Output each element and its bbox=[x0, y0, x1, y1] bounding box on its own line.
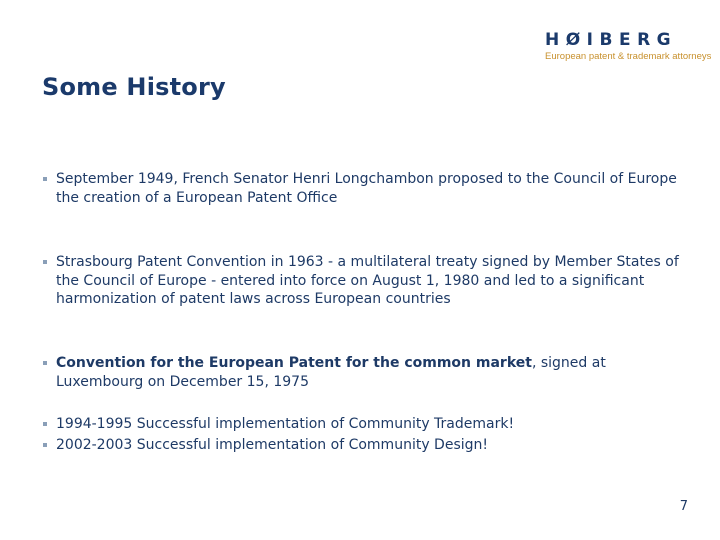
bullet-item bbox=[42, 253, 692, 309]
slide-title: Some History bbox=[42, 73, 226, 101]
bullet-text-bold: Convention for the European Patent for the common market bbox=[56, 355, 532, 371]
bullet-text-body: 1994-1995 Successful implementation of Community Trademark! bbox=[56, 416, 515, 432]
bullet-square-icon bbox=[43, 177, 47, 181]
company-logo bbox=[545, 30, 712, 63]
page-number: 7 bbox=[679, 499, 688, 514]
bullet-text bbox=[56, 354, 692, 391]
bullet-text bbox=[56, 253, 692, 309]
bullet-text-body: , signed at Luxembourg on December 15, 1975 bbox=[56, 355, 606, 390]
bullet-text-body: 2002-2003 Successful implementation of Community Design! bbox=[56, 437, 489, 453]
bullet-text bbox=[56, 415, 692, 434]
bullet-square-icon bbox=[43, 361, 47, 365]
bullet-text-body: Strasbourg Patent Convention in 1963 - a multilateral treaty signed by Member States of the Council of Europe - entered into force on August 1, 1980 and led to a significant harmonization of patent laws across European countries bbox=[56, 254, 679, 307]
bullet-text bbox=[56, 436, 692, 455]
bullet-item bbox=[42, 436, 692, 455]
logo-tagline: European patent & trademark attorneys bbox=[545, 51, 712, 62]
bullet-text-body: September 1949, French Senator Henri Longchambon proposed to the Council of Europe the creation of a European Patent Office bbox=[56, 171, 677, 206]
bullet-square-icon bbox=[43, 422, 47, 426]
bullet-item bbox=[42, 170, 692, 207]
logo-wordmark: HØIBERG bbox=[545, 30, 678, 50]
bullet-item bbox=[42, 415, 692, 434]
bullet-square-icon bbox=[43, 260, 47, 264]
bullet-item bbox=[42, 354, 692, 391]
bullet-square-icon bbox=[43, 443, 47, 447]
bullet-text bbox=[56, 170, 692, 207]
